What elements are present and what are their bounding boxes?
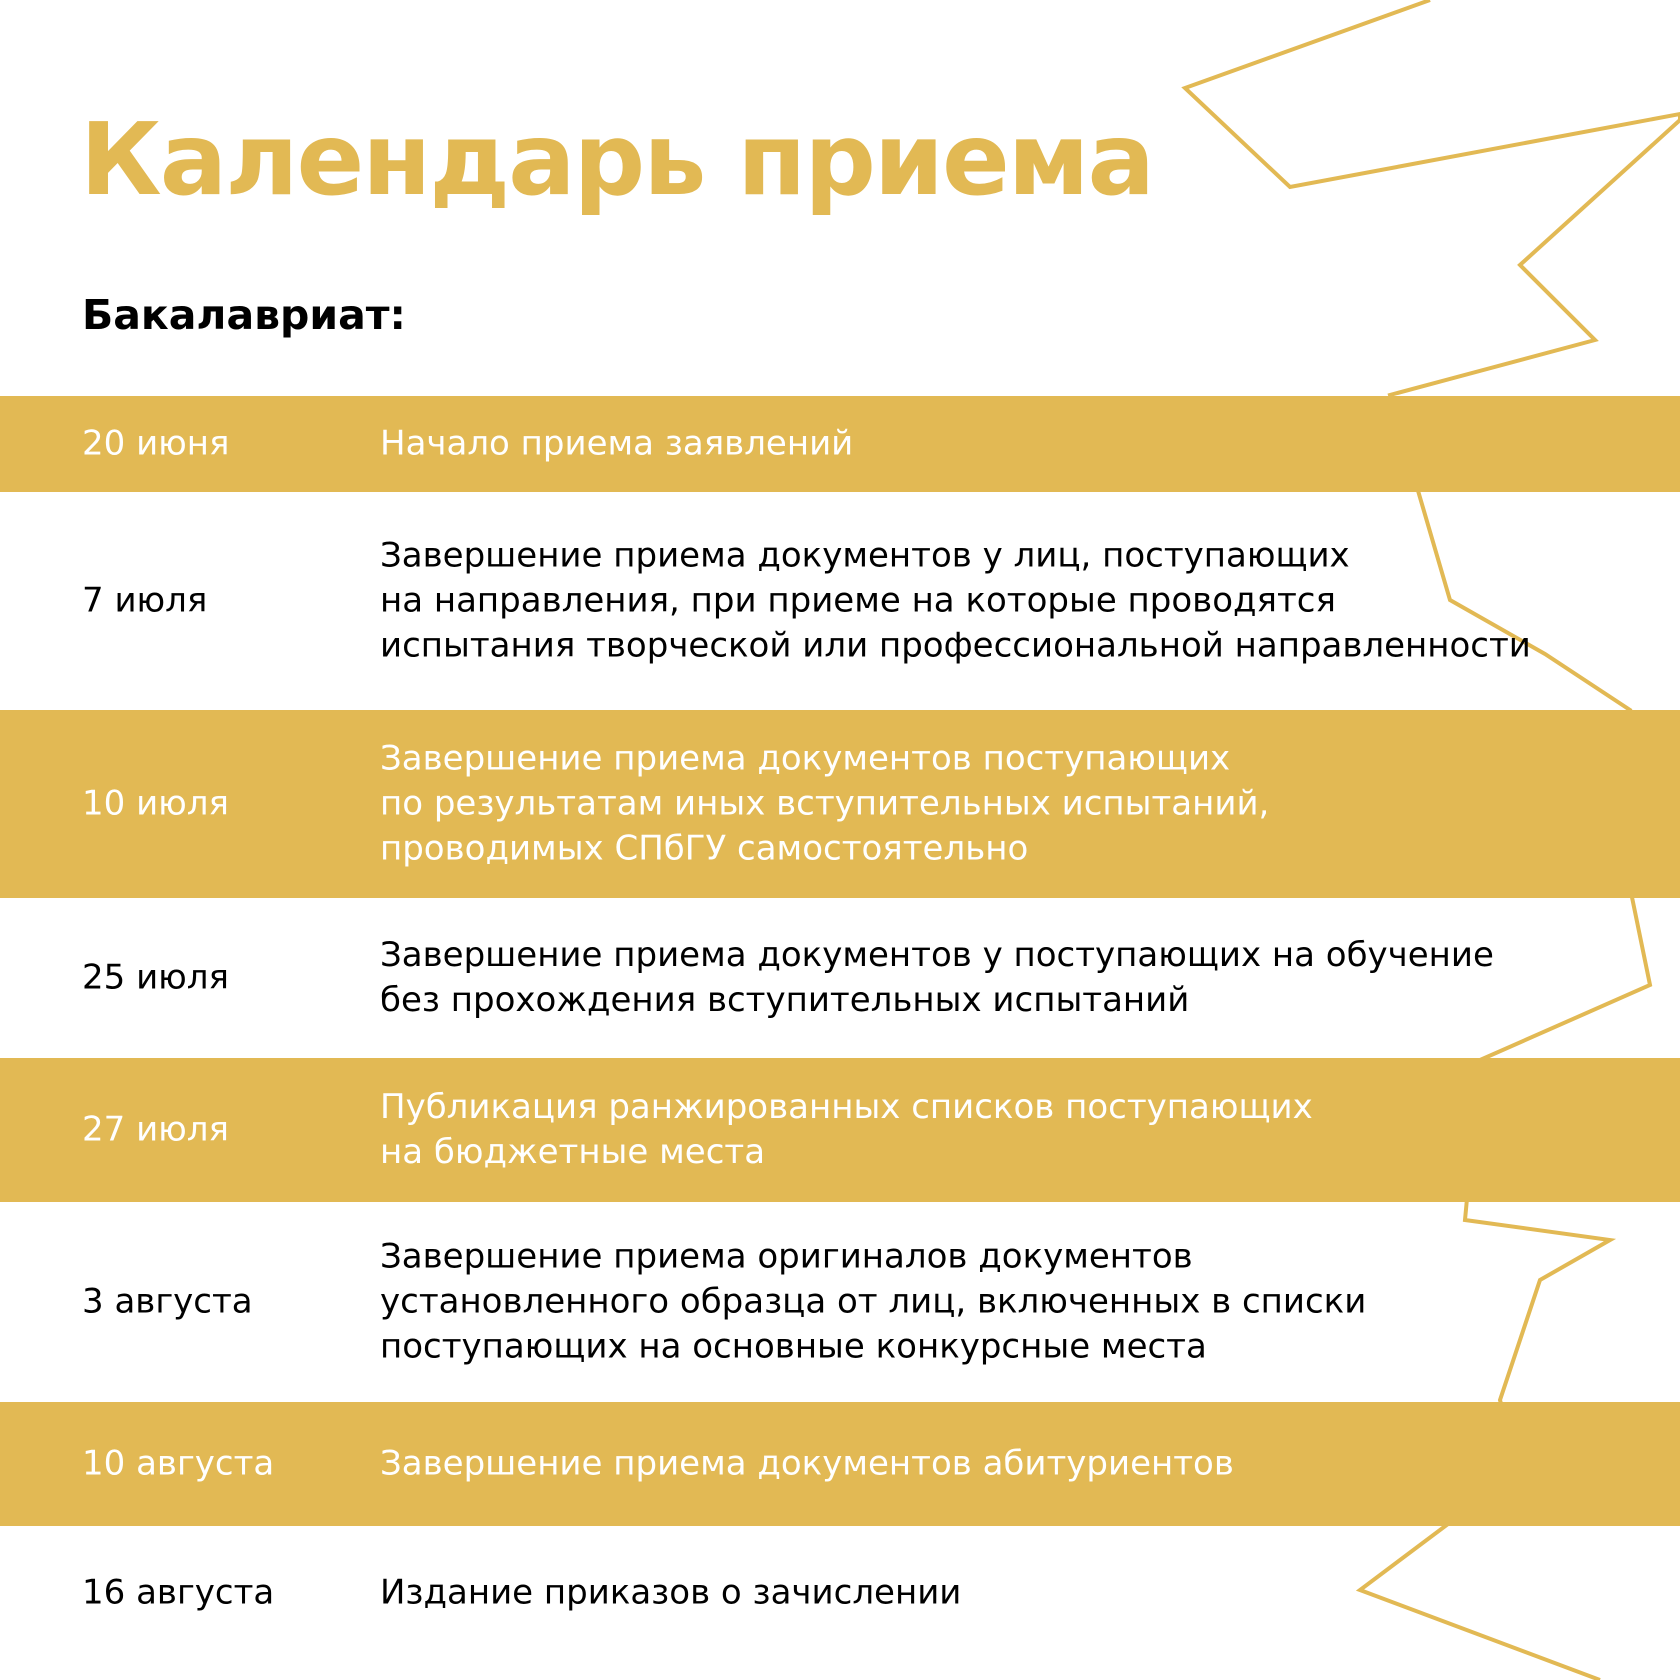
row-description [380,534,1531,669]
row-date: 3 августа [82,1281,253,1322]
schedule-row [0,1058,1680,1202]
row-description [380,1442,1234,1487]
description-line: на направления, при приеме на которые проводятся [380,580,1336,621]
description-line: Завершение приема документов абитуриентов [380,1443,1234,1484]
schedule-row [0,1202,1680,1402]
description-line: Завершение приема оригиналов документов [380,1236,1193,1277]
description-line: испытания творческой или профессиональной направленности [380,625,1531,666]
schedule-row [0,396,1680,492]
schedule-row [0,710,1680,898]
description-line: без прохождения вступительных испытаний [380,980,1190,1020]
row-date: 20 июня [82,423,230,464]
row-date: 25 июля [82,957,229,998]
description-line: Издание приказов о зачислении [380,1572,962,1613]
description-line: поступающих на основные конкурсные места [380,1326,1207,1367]
row-description [380,1085,1313,1175]
description-line: по результатам иных вступительных испытаний, [380,783,1270,824]
description-line: Завершение приема документов у лиц, поступающих [380,535,1350,576]
row-description [380,1571,961,1616]
description-line: Завершение приема документов у поступающих на обучение [380,935,1494,975]
row-date: 7 июля [82,580,208,621]
row-description [380,1235,1366,1370]
row-description [380,737,1269,872]
description-line: проводимых СПбГУ самостоятельно [380,828,1029,869]
description-line: на бюджетные места [380,1132,766,1172]
row-description [380,933,1494,1023]
row-date: 10 августа [82,1443,275,1484]
row-description [380,422,853,467]
row-date: 16 августа [82,1572,275,1613]
schedule-row [0,492,1680,710]
row-date: 27 июля [82,1109,229,1150]
description-line: Завершение приема документов поступающих [380,738,1231,779]
description-line: Публикация ранжированных списков поступающих [380,1087,1313,1127]
description-line: установленного образца от лиц, включенных в списки [380,1281,1367,1322]
row-date: 10 июля [82,783,229,824]
schedule-row [0,1402,1680,1526]
schedule-row [0,898,1680,1058]
page-title: Календарь приема [80,101,1154,218]
schedule-row [0,1526,1680,1660]
section-heading: Бакалавриат: [82,291,406,339]
description-line: Начало приема заявлений [380,423,854,464]
